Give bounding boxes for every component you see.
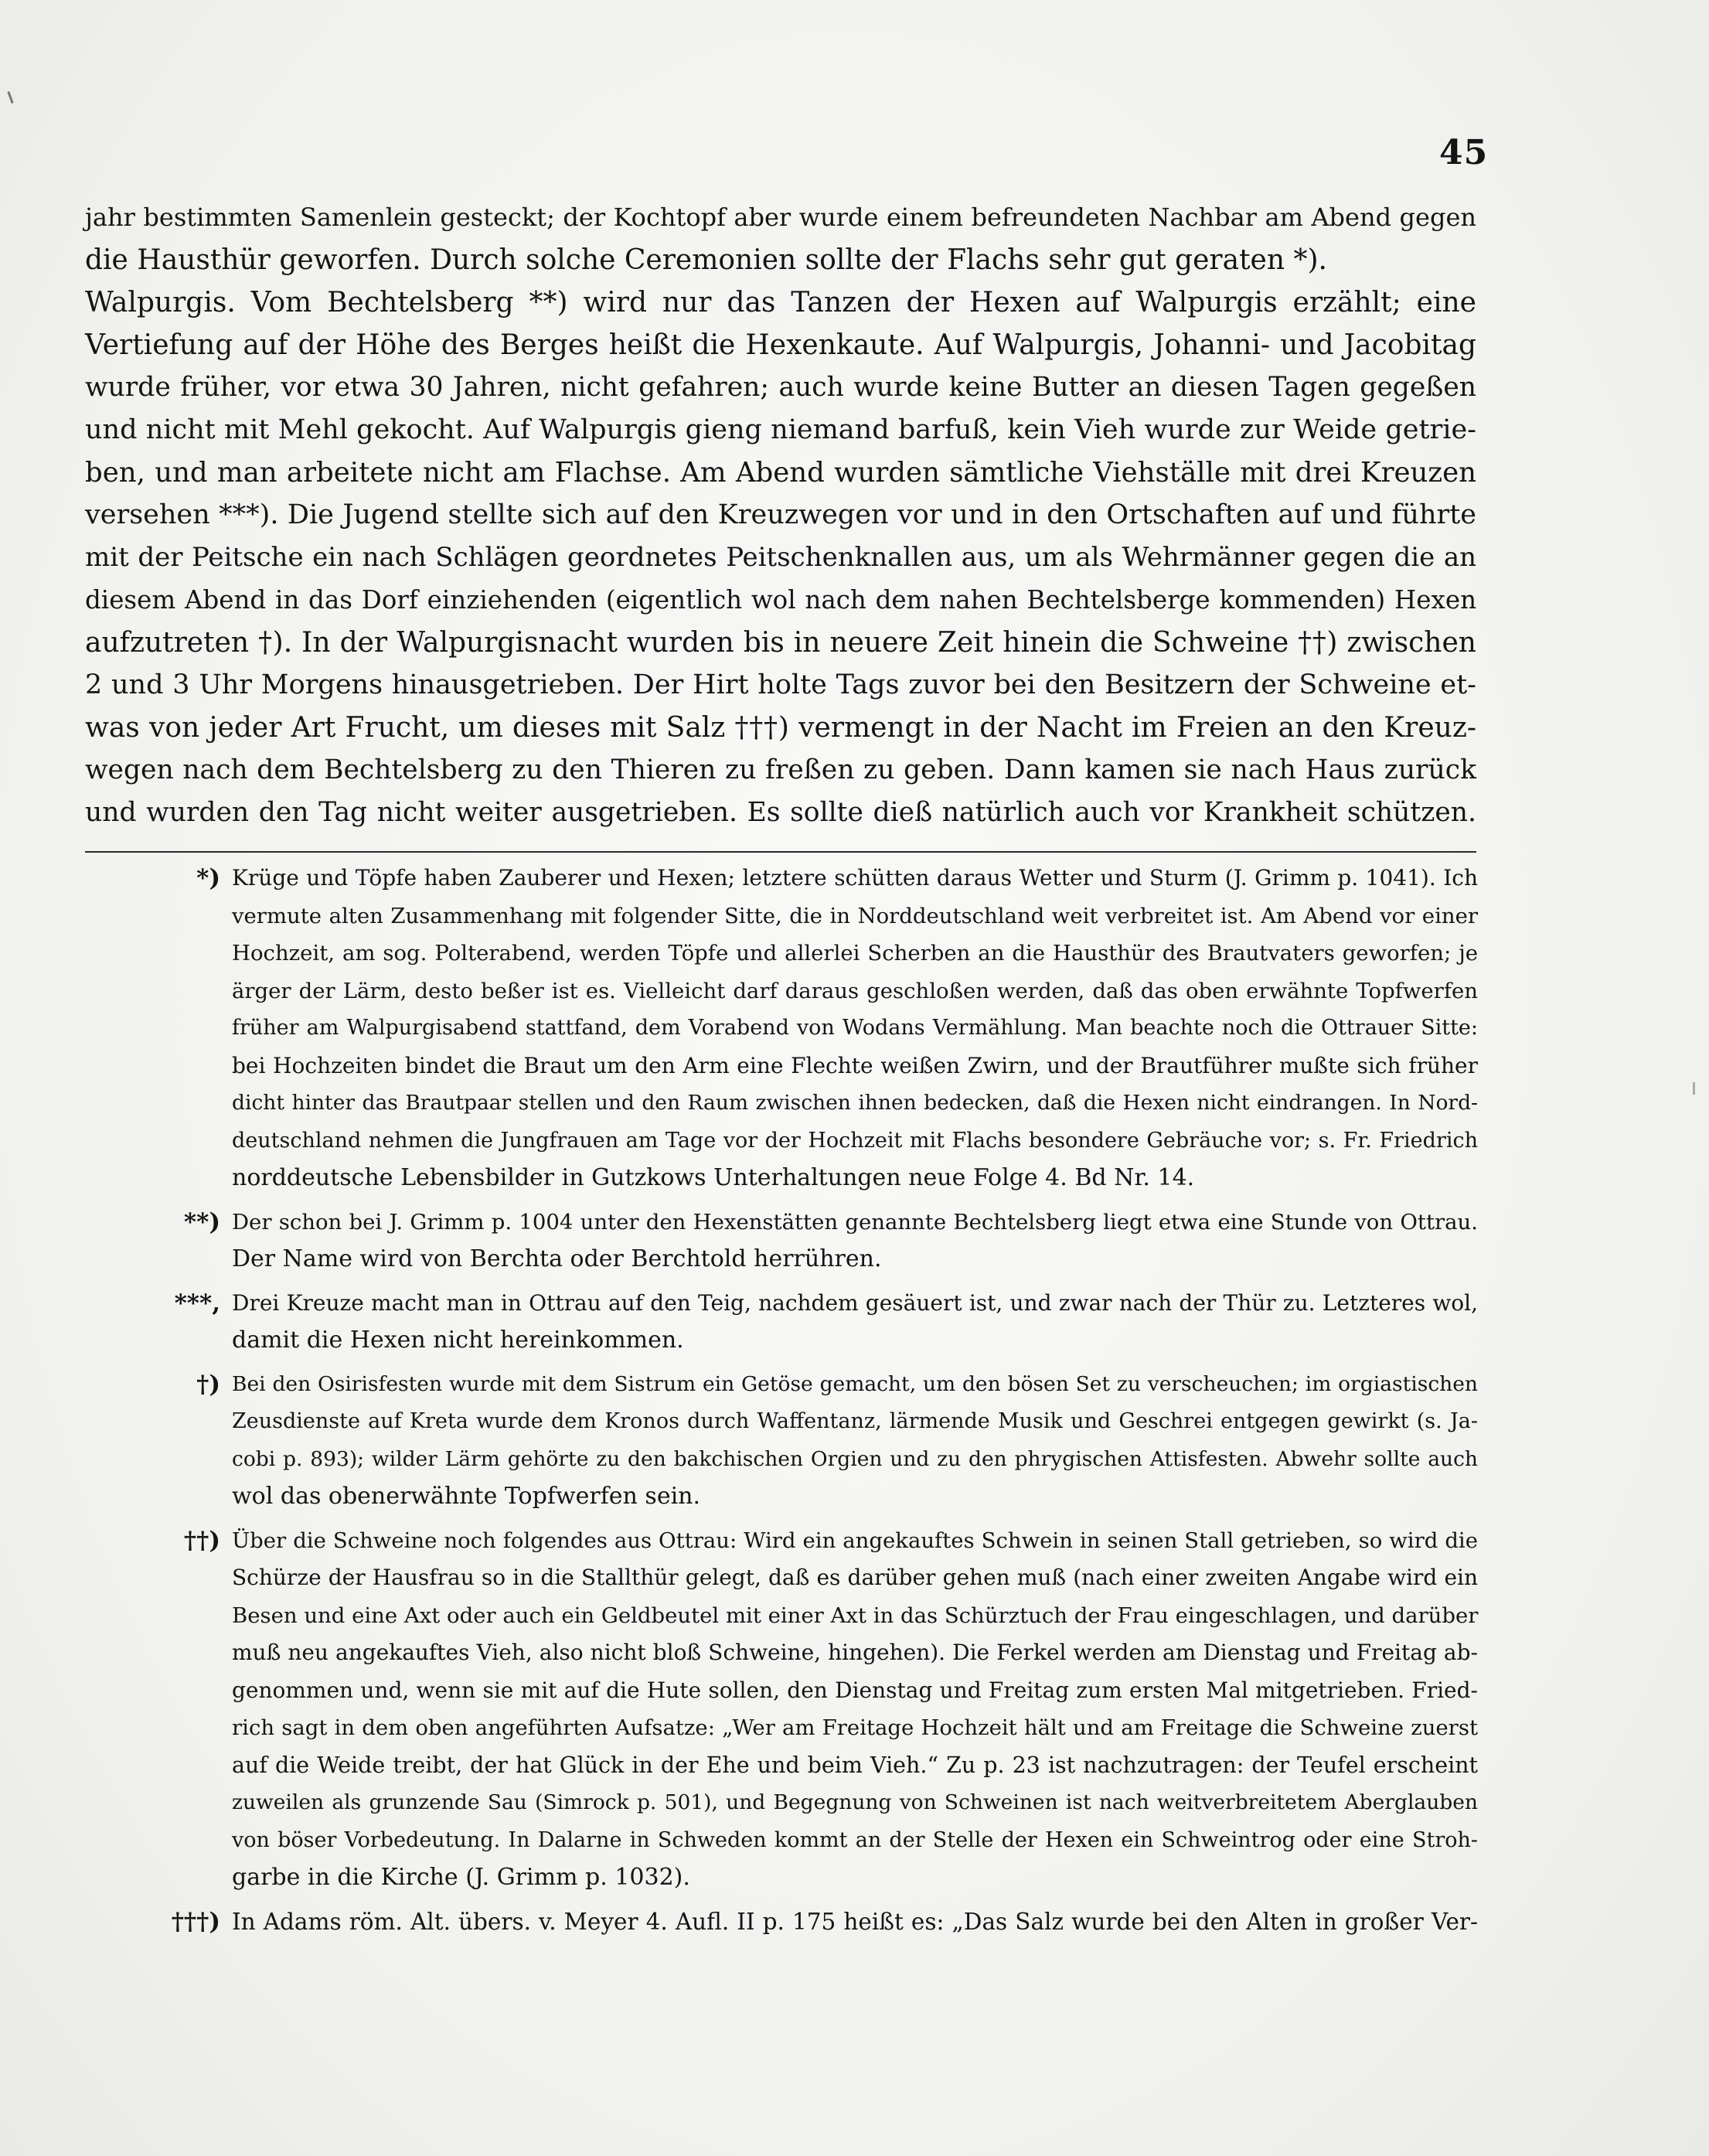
footnote-line: Bei den Osirisfesten wurde mit dem Sistrum ein Getöse gemacht, um den bösen Set zu verscheuchen; im orgiastischen	[232, 1371, 1478, 1396]
footnote-body	[232, 860, 1478, 1197]
text-line: die Hausthür geworfen. Durch solche Ceremonien sollte der Flachs sehr gut geraten *).	[85, 244, 1327, 276]
text-line: und wurden den Tag nicht weiter ausgetrieben. Es sollte dieß natürlich auch vor Krankheit schützen.	[85, 797, 1476, 828]
footnote	[77, 860, 1478, 1197]
text-line: wurde früher, vor etwa 30 Jahren, nicht gefahren; auch wurde keine Butter an diesen Tagen gegeßen	[85, 372, 1476, 403]
text-line: aufzutreten †). In der Walpurgisnacht wurden bis in neuere Zeit hinein die Schweine ††) zwischen	[85, 627, 1476, 659]
footnote-line: genommen und, wenn sie mit auf die Hute sollen, den Dienstag und Freitag zum ersten Mal mitgetrieben. Fried-	[232, 1677, 1478, 1703]
footnote-line: damit die Hexen nicht hereinkommen.	[232, 1327, 684, 1354]
footnote-line: Hochzeit, am sog. Polterabend, werden Töpfe und allerlei Scherben an die Hausthür des Brautvaters geworfen; je	[232, 941, 1478, 966]
footnote	[77, 1366, 1478, 1516]
footnote-line: wol das obenerwähnte Topfwerfen sein.	[232, 1483, 701, 1510]
footnote-separator-rule	[85, 851, 1476, 853]
footnote-line: cobi p. 893); wilder Lärm gehörte zu den bakchischen Orgien und zu den phrygischen Attisfesten. Abwehr sollte auch	[232, 1446, 1478, 1471]
text-line: versehen ***). Die Jugend stellte sich auf den Kreuzwegen vor und in den Ortschaften auf und führte	[85, 499, 1476, 530]
main-text-block	[85, 196, 1476, 834]
footnote-body	[232, 1366, 1478, 1516]
text-line: was von jeder Art Frucht, um dieses mit Salz †††) vermengt in der Nacht im Freien an den Kreuz-	[85, 712, 1476, 744]
text-line: und nicht mit Mehl gekocht. Auf Walpurgis gieng niemand barfuß, kein Vieh wurde zur Weide getrie-	[85, 414, 1476, 445]
footnote-line: deutschland nehmen die Jungfrauen am Tage vor der Hochzeit mit Flachs besondere Gebräuche vor; s. Fr. Friedrich	[232, 1128, 1478, 1153]
footnote-mark: †††)	[171, 1907, 220, 1936]
footnote-body	[232, 1522, 1478, 1897]
text-line: mit der Peitsche ein nach Schlägen geordnetes Peitschenknallen aus, um als Wehrmänner gegen die an	[85, 542, 1476, 573]
text-line: 2 und 3 Uhr Morgens hinausgetrieben. Der Hirt holte Tags zuvor bei den Besitzern der Schweine et-	[85, 669, 1476, 700]
text-line: Walpurgis. Vom Bechtelsberg **) wird nur das Tanzen der Hexen auf Walpurgis erzählt; eine	[85, 287, 1476, 318]
text-line: diesem Abend in das Dorf einziehenden (eigentlich wol nach dem nahen Bechtelsberge kommenden) Hexen	[85, 585, 1476, 615]
footnote	[77, 1903, 1478, 1941]
footnote-line: früher am Walpurgisabend stattfand, dem Vorabend von Wodans Vermählung. Man beachte noch die Ottrauer Sitte:	[232, 1016, 1478, 1040]
footnote-line: von böser Vorbedeutung. In Dalarne in Schweden kommt an der Stelle der Hexen ein Schweintrog oder eine Stroh-	[232, 1827, 1478, 1852]
footnote-line: zuweilen als grunzende Sau (Simrock p. 501), und Begegnung von Schweinen ist nach weitverbreitetem Aberglauben	[232, 1790, 1478, 1814]
text-line: wegen nach dem Bechtelsberg zu den Thieren zu freßen zu geben. Dann kamen sie nach Haus zurück	[85, 754, 1476, 785]
footnote-line: Krüge und Töpfe haben Zauberer und Hexen; letztere schütten daraus Wetter und Sturm (J. Grimm p. 1041). Ich	[232, 865, 1478, 891]
scan-edge-mark	[7, 91, 13, 104]
footnote	[77, 1285, 1478, 1360]
footnote-line: vermute alten Zusammenhang mit folgender Sitte, die in Norddeutschland weit verbreitet ist. Am Abend vor einer	[232, 903, 1478, 928]
footnote-line: Schürze der Hausfrau so in die Stallthür gelegt, daß es darüber gehen muß (nach einer zweiten Angabe wird ein	[232, 1565, 1478, 1590]
text-line: jahr bestimmten Samenlein gesteckt; der Kochtopf aber wurde einem befreundeten Nachbar am Abend gegen	[85, 203, 1476, 232]
footnote-body	[232, 1204, 1478, 1279]
footnote-mark: ††)	[183, 1526, 220, 1555]
footnote-body	[232, 1285, 1478, 1360]
footnote-mark: ***,	[174, 1289, 220, 1317]
footnote-line: bei Hochzeiten bindet die Braut um den Arm eine Flechte weißen Zwirn, und der Brautführer mußte sich früher	[232, 1052, 1478, 1078]
footnote-line: Besen und eine Axt oder auch ein Geldbeutel mit einer Axt in das Schürztuch der Frau eingeschlagen, und darüber	[232, 1603, 1479, 1628]
footnote-line: auf die Weide treibt, der hat Glück in der Ehe und beim Vieh.“ Zu p. 23 ist nachzutragen: der Teufel erscheint	[232, 1752, 1478, 1778]
footnote-line: muß neu angekauftes Vieh, also nicht bloß Schweine, hingehen). Die Ferkel werden am Dienstag und Freitag ab-	[232, 1640, 1478, 1665]
footnote-line: Drei Kreuze macht man in Ottrau auf den Teig, nachdem gesäuert ist, und zwar nach der Thür zu. Letzteres wol,	[232, 1289, 1478, 1316]
footnotes-block	[77, 860, 1478, 1947]
footnote-line: Zeusdienste auf Kreta wurde dem Kronos durch Waffentanz, lärmende Musik und Geschrei entgegen gewirkt (s. Ja-	[232, 1409, 1478, 1433]
page-number: 45	[1439, 133, 1489, 172]
footnote-body	[232, 1903, 1478, 1941]
footnote-line: dicht hinter das Brautpaar stellen und den Raum zwischen ihnen bedecken, daß die Hexen nicht eindrangen. In Nord-	[232, 1091, 1478, 1115]
footnote	[77, 1204, 1478, 1279]
footnote-line: garbe in die Kirche (J. Grimm p. 1032).	[232, 1864, 690, 1891]
footnote-line: Der Name wird von Berchta oder Berchtold herrühren.	[232, 1245, 882, 1272]
text-line: ben, und man arbeitete nicht am Flachse. Am Abend wurden sämtliche Viehställe mit drei Kreuzen	[85, 457, 1476, 489]
footnote-line: rich sagt in dem oben angeführten Aufsatze: „Wer am Freitage Hochzeit hält und am Freitage die Schweine zuerst	[232, 1715, 1478, 1740]
footnote-line: norddeutsche Lebensbilder in Gutzkows Unterhaltungen neue Folge 4. Bd Nr. 14.	[232, 1164, 1195, 1191]
footnote-mark: *)	[196, 864, 220, 892]
footnote-mark: **)	[183, 1207, 220, 1236]
footnote-line: ärger der Lärm, desto beßer ist es. Vielleicht darf daraus geschloßen werden, daß das oben erwähnte Topfwerfen	[232, 978, 1478, 1003]
footnote	[77, 1522, 1478, 1897]
text-line: Vertiefung auf der Höhe des Berges heißt die Hexenkaute. Auf Walpurgis, Johanni- und Jacobitag	[85, 329, 1476, 361]
footnote-line: In Adams röm. Alt. übers. v. Meyer 4. Aufl. II p. 175 heißt es: „Das Salz wurde bei den Alten in großer Ver-	[232, 1908, 1478, 1935]
footnote-mark: †)	[196, 1370, 220, 1398]
footnote-line: Der schon bei J. Grimm p. 1004 unter den Hexenstätten genannte Bechtelsberg liegt etwa eine Stunde von Ottrau.	[232, 1209, 1478, 1235]
footnote-line: Über die Schweine noch folgendes aus Ottrau: Wird ein angekauftes Schwein in seinen Stall getrieben, so wird die	[232, 1528, 1478, 1553]
scan-edge-mark	[1693, 1082, 1695, 1095]
